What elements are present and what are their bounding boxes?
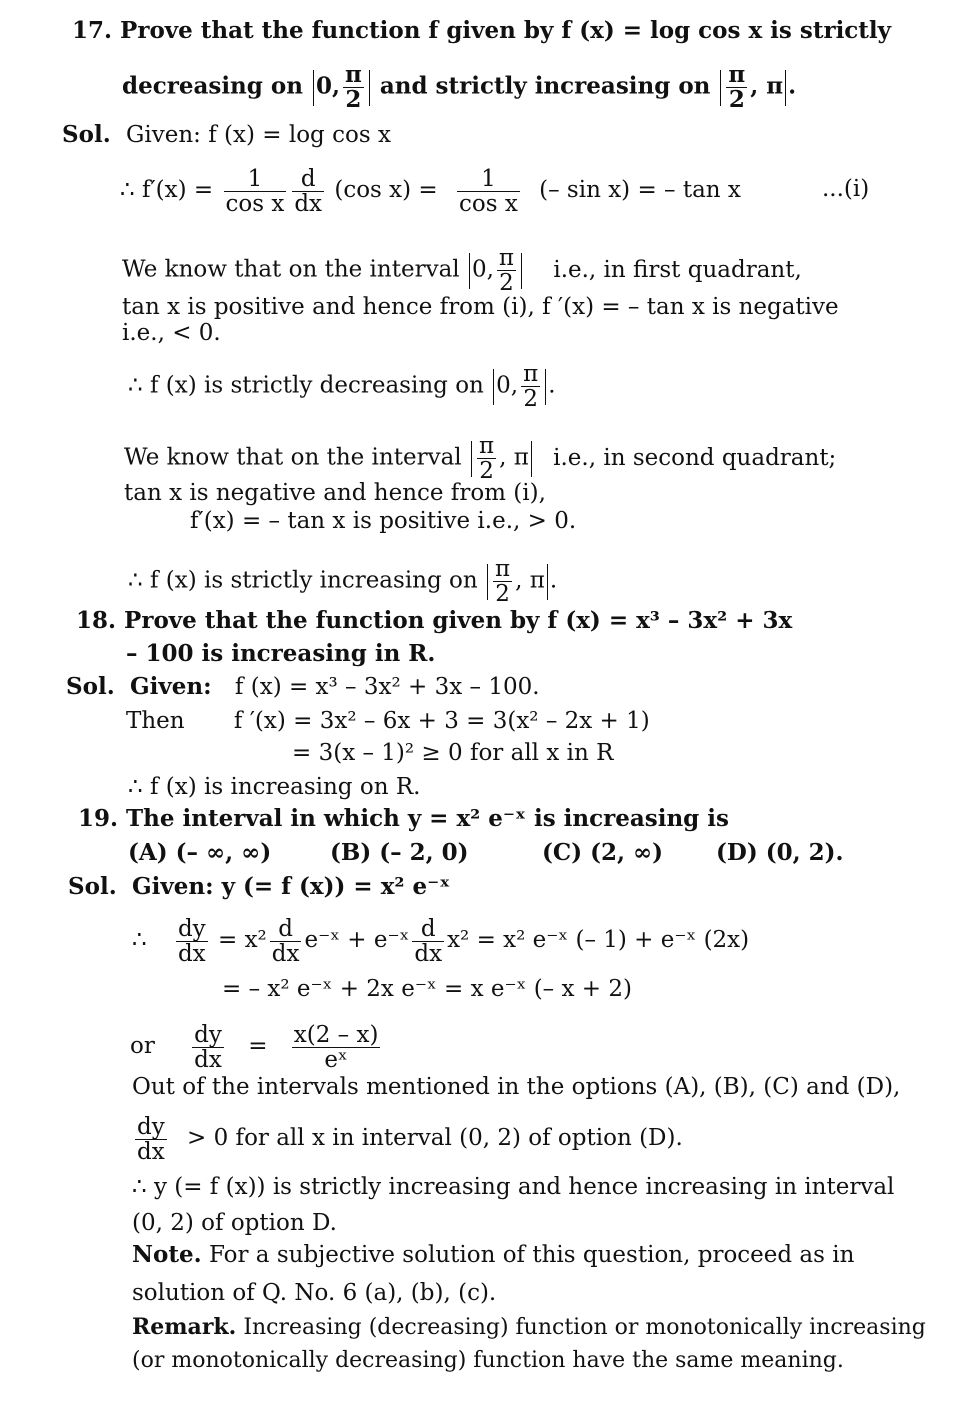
q19-remark1: Increasing (decreasing) function or monotonically increasing [243,1315,926,1340]
q17-p1-line3: i.e., < 0. [122,320,221,346]
q17-p1-a: We know that on the interval [122,256,460,283]
q17-sol-label: Sol. [62,121,111,148]
q19-option-a: (A) (– ∞, ∞) [128,839,272,866]
frac-den: cos x [459,190,518,217]
q17-statement-2a: decreasing on [122,72,303,100]
q17-given-line [62,120,391,150]
q19-given: Given: y (= f (x)) = x² e⁻ˣ [132,873,451,900]
frac-num: d [270,917,302,942]
frac-den: dx [414,940,443,967]
q18-number: 18. [76,607,117,634]
q19-remark-line1 [132,1312,926,1343]
frac-num: d [292,167,324,192]
q19-text4: (0, 2) of option D. [132,1210,337,1236]
q18-sol-label: Sol. [66,673,115,700]
frac-den: dx [271,940,300,967]
q19-given-line [68,872,450,902]
q17-c2: ∴ f (x) is strictly increasing on [128,567,478,594]
frac-den: dx [194,1046,222,1073]
q17-derivative-line [120,160,741,220]
q19-derivative-line3 [130,1016,383,1076]
q19-remark-label: Remark. [132,1314,237,1340]
q17-number: 17. [72,17,113,44]
q17-c1: ∴ f (x) is strictly decreasing on [128,372,484,399]
q19-statement-line [78,804,729,834]
q17-eq-ref: ...(i) [822,176,870,202]
q19-statement: The interval in which y = x² e⁻ˣ is increasing is [126,805,729,832]
q19-eq: = [248,1033,268,1059]
q19-or-label: or [130,1033,155,1059]
q17-p2-b: i.e., in second quadrant; [553,444,837,471]
q19-remark-line2: (or monotonically decreasing) function have the same meaning. [132,1348,844,1373]
q19-text2: > 0 for all x in interval (0, 2) of option (D). [187,1125,683,1151]
q17-conclusion-2: ∴ f (x) is strictly increasing on $\frac{\pi}{2}$ , π . [128,556,558,607]
frac-num: dy [137,1113,165,1140]
q19-option-c: (C) (2, ∞) [542,839,664,866]
q19-therefore: ∴ [132,927,147,953]
q17-deriv-tail: (– sin x) = – tan x [539,177,741,203]
q19-text3: ∴ y (= f (x)) is strictly increasing and hence increasing in interval [132,1174,895,1200]
q17-statement-line2: decreasing on 0, $\frac{\pi}{2}$ and strictly increasing on $\frac{\pi}{2}$ , π . [122,61,797,113]
q18-given-line [66,672,540,702]
q17-p2-line3: f′(x) = – tan x is positive i.e., > 0. [190,508,577,534]
frac-num: d [412,917,444,942]
q17-statement-1: Prove that the function f given by f (x) = log cos x is strictly [120,17,892,44]
q18-then-line [126,706,650,736]
q17-p2-line1: We know that on the interval $\frac{\pi}{2}$ , π i.e., in second quadrant; [124,433,837,484]
frac-den: eˣ [324,1046,348,1073]
q17-given: Given: f (x) = log cos x [126,122,391,148]
q19-line1-c: x² = x² e⁻ˣ (– 1) + e⁻ˣ (2x) [447,927,750,953]
frac-den: dx [137,1138,165,1165]
frac-num: 1 [457,167,520,192]
q19-line1-a: = x² [217,927,267,953]
frac-num: dy [194,1021,222,1048]
q17-conclusion-1: ∴ f (x) is strictly decreasing on 0, $\frac{\pi}{2}$ . [128,361,556,412]
q17-statement-2b: and strictly increasing on [379,72,711,100]
frac-den: dx [177,940,206,967]
q19-note-line1 [132,1240,854,1270]
q19-derivative-line1 [132,908,749,972]
q19-option-d: (D) (0, 2). [716,839,844,866]
q17-p1-line1: We know that on the interval 0, $\frac{\pi}{2}$ i.e., in first quadrant, [122,245,802,296]
frac-den: cos x [225,190,285,217]
q18-statement-line1 [76,606,792,636]
q17-deriv-prefix: ∴ f′(x) = [120,177,214,203]
q17-p1-b: i.e., in first quadrant, [553,256,802,283]
q18-then-expr: f ′(x) = 3x² – 6x + 3 = 3(x² – 2x + 1) [233,708,650,734]
q19-text1: Out of the intervals mentioned in the options (A), (B), (C) and (D), [132,1074,901,1100]
q18-then-line2: = 3(x – 1)² ≥ 0 for all x in R [292,740,614,766]
q19-text2-line [132,1112,683,1164]
q18-statement-line2: – 100 is increasing in R. [126,640,436,667]
q18-conclusion: ∴ f (x) is increasing on R. [128,774,421,800]
q19-line1-b: e⁻ˣ + e⁻ˣ [304,927,410,953]
q18-statement-1: Prove that the function given by f (x) = x³ – 3x² + 3x [124,607,793,634]
q17-statement-line1 [72,16,891,46]
q19-note-line2: solution of Q. No. 6 (a), (b), (c). [132,1280,497,1306]
q19-option-b: (B) (– 2, 0) [330,839,469,866]
q19-sol-label: Sol. [68,873,117,900]
q18-given-expr: f (x) = x³ – 3x² + 3x – 100. [234,674,540,700]
frac-num: x(2 – x) [293,1021,379,1048]
q17-p2-line2: tan x is negative and hence from (i), [124,480,546,506]
q19-note-label: Note. [132,1241,202,1268]
q17-p2-a: We know that on the interval [124,444,462,471]
frac-num: 1 [224,167,287,192]
q17-cos-paren: (cos x) = [334,177,438,203]
frac-num: dy [177,915,206,942]
q19-note1: For a subjective solution of this question, proceed as in [208,1242,855,1268]
q19-number: 19. [78,805,119,832]
q17-p1-line2: tan x is positive and hence from (i), f ′(x) = – tan x is negative [122,294,839,320]
q18-then-label: Then [126,708,185,734]
frac-den: dx [294,190,323,217]
q18-given-label: Given: [130,673,212,700]
q19-derivative-line2: = – x² e⁻ˣ + 2x e⁻ˣ = x e⁻ˣ (– x + 2) [222,976,632,1002]
